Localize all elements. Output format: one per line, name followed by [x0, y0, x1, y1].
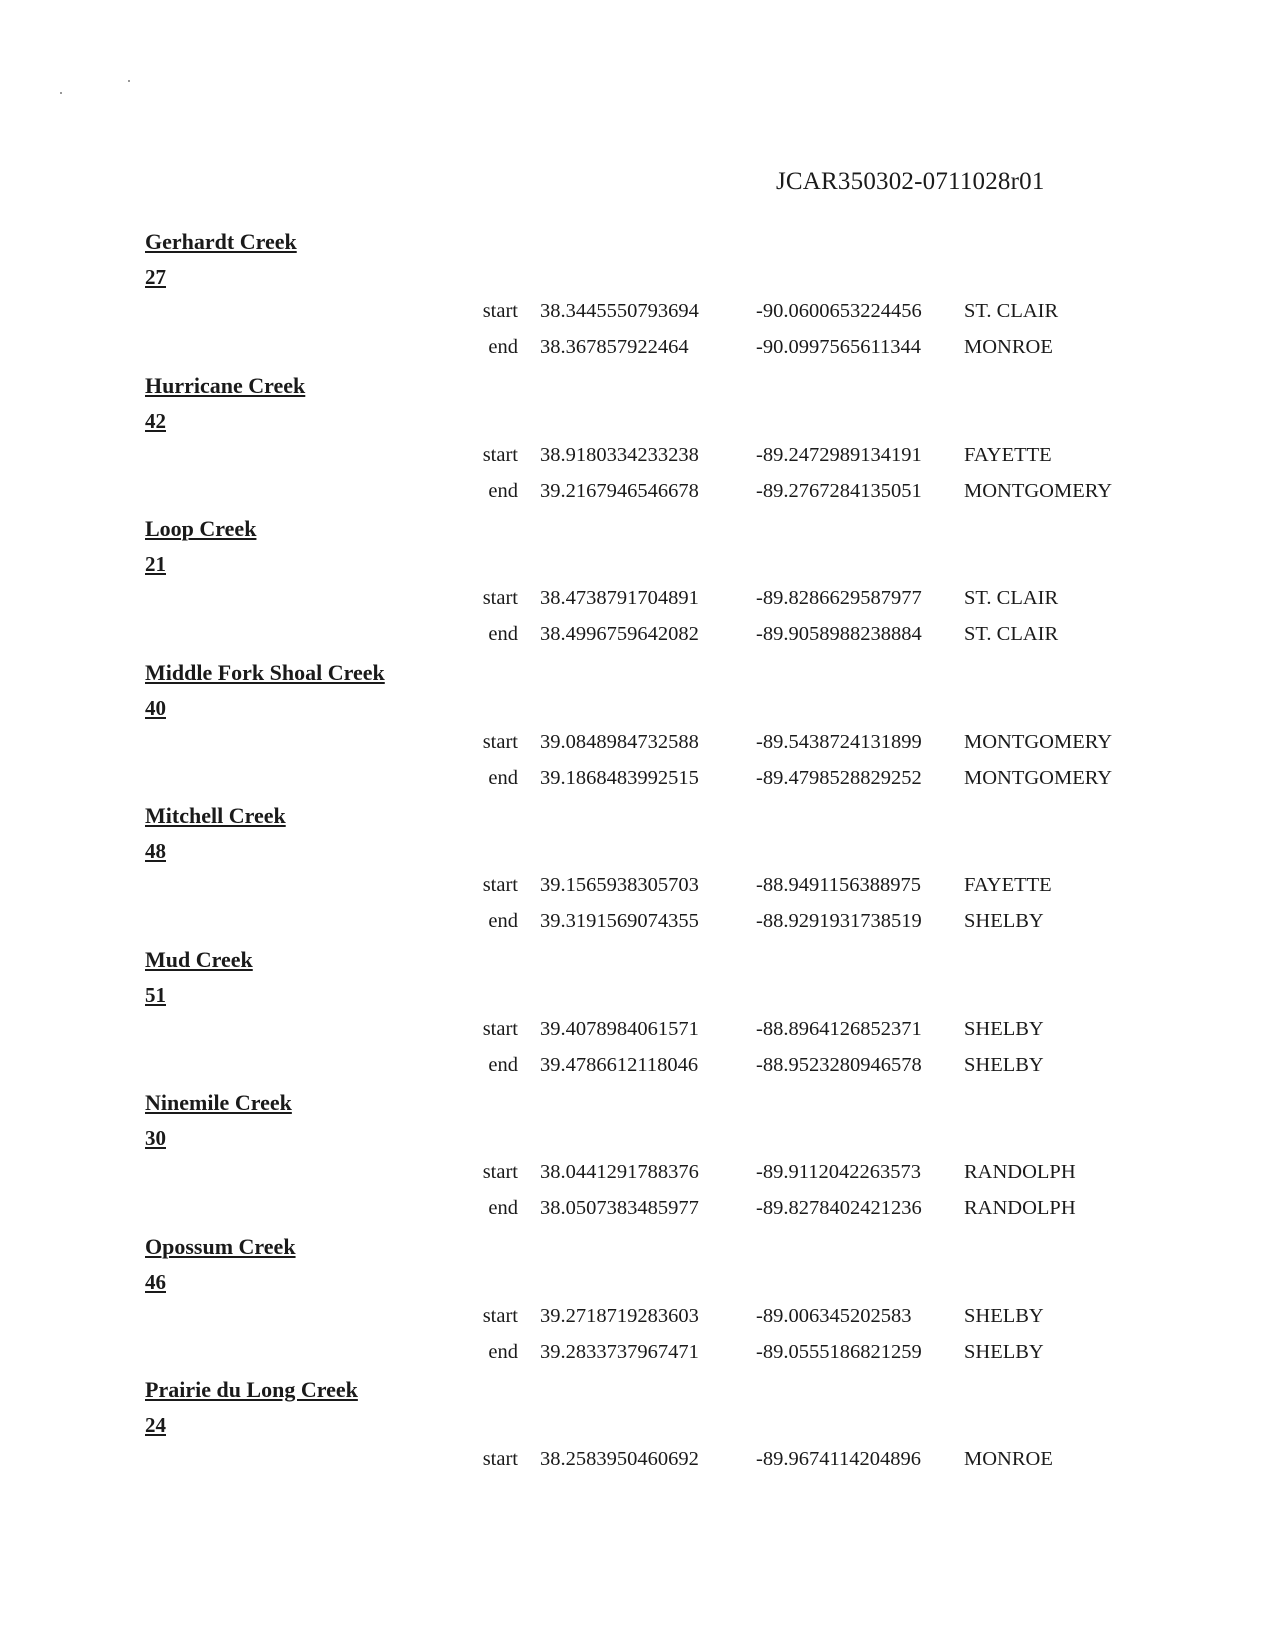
longitude: -89.5438724131899 — [756, 730, 922, 753]
point-row-start — [0, 874, 1276, 902]
longitude: -88.9523280946578 — [756, 1053, 922, 1076]
point-kind: end — [488, 479, 518, 502]
point-row-start — [0, 1305, 1276, 1333]
point-kind: end — [488, 910, 518, 932]
point-kind: start — [482, 874, 518, 896]
point-kind: start — [482, 1017, 518, 1040]
creek-entry — [0, 229, 1276, 373]
point-kind: start — [482, 730, 518, 753]
county: SHELBY — [964, 1017, 1044, 1040]
creek-entry — [0, 947, 1276, 1091]
county: FAYETTE — [964, 443, 1052, 466]
county: SHELBY — [964, 910, 1044, 932]
latitude: 39.2718719283603 — [540, 1304, 699, 1327]
longitude: -89.9674114204896 — [756, 1448, 921, 1470]
point-row-start — [0, 1018, 1276, 1046]
latitude: 39.2833737967471 — [540, 1340, 699, 1363]
point-row-start — [0, 587, 1276, 615]
point-kind: end — [488, 336, 518, 358]
latitude: 38.3445550793694 — [540, 300, 699, 322]
latitude: 38.367857922464 — [540, 336, 689, 358]
point-row-end — [0, 1341, 1276, 1369]
creek-number: 30 — [145, 1126, 166, 1150]
longitude: -89.4798528829252 — [756, 766, 922, 789]
point-kind: start — [482, 300, 518, 322]
point-kind: start — [482, 1304, 518, 1327]
latitude: 39.1868483992515 — [540, 766, 699, 789]
point-row-start — [0, 731, 1276, 759]
longitude: -88.9491156388975 — [756, 874, 921, 896]
creek-name: Loop Creek — [145, 516, 257, 541]
creek-entry — [0, 1377, 1276, 1521]
point-row-end — [0, 1054, 1276, 1082]
point-kind: start — [482, 443, 518, 466]
point-kind: end — [488, 1197, 518, 1219]
longitude: -88.8964126852371 — [756, 1017, 922, 1040]
creek-number: 46 — [145, 1269, 166, 1294]
county: MONTGOMERY — [964, 766, 1113, 789]
creek-name: Ninemile Creek — [145, 1090, 292, 1115]
creek-number: 24 — [145, 1413, 166, 1437]
latitude: 39.0848984732588 — [540, 730, 699, 753]
longitude: -89.0555186821259 — [756, 1340, 922, 1363]
longitude: -89.8286629587977 — [756, 587, 922, 609]
scan-speck — [128, 80, 130, 82]
creek-entry — [0, 373, 1276, 517]
longitude: -89.2767284135051 — [756, 479, 922, 502]
point-kind: end — [488, 1340, 518, 1363]
point-kind: end — [488, 623, 518, 645]
creek-number: 21 — [145, 552, 166, 576]
longitude: -89.9058988238884 — [756, 623, 922, 645]
longitude: -89.006345202583 — [756, 1304, 912, 1327]
point-row-start — [0, 1161, 1276, 1189]
point-kind: start — [482, 1161, 518, 1183]
creek-entry — [0, 1234, 1276, 1378]
point-row-start — [0, 300, 1276, 328]
latitude: 38.2583950460692 — [540, 1448, 699, 1470]
county: SHELBY — [964, 1304, 1044, 1327]
county: ST. CLAIR — [964, 300, 1059, 322]
county: MONTGOMERY — [964, 730, 1113, 753]
county: ST. CLAIR — [964, 623, 1059, 645]
creek-list — [0, 229, 1276, 1521]
point-row-end — [0, 480, 1276, 508]
longitude: -89.8278402421236 — [756, 1197, 922, 1219]
latitude: 39.1565938305703 — [540, 874, 699, 896]
creek-name: Middle Fork Shoal Creek — [145, 659, 385, 685]
point-kind: start — [482, 587, 518, 609]
point-kind: end — [488, 766, 518, 789]
county: MONTGOMERY — [964, 479, 1113, 502]
point-row-end — [0, 767, 1276, 795]
creek-name: Prairie du Long Creek — [145, 1377, 358, 1402]
county: FAYETTE — [964, 874, 1052, 896]
creek-name: Opossum Creek — [145, 1233, 296, 1259]
creek-number: 42 — [145, 408, 166, 433]
longitude: -88.9291931738519 — [756, 910, 922, 932]
county: RANDOLPH — [964, 1161, 1076, 1183]
point-row-end — [0, 1197, 1276, 1225]
county: MONROE — [964, 336, 1053, 358]
point-row-start — [0, 444, 1276, 472]
latitude: 39.3191569074355 — [540, 910, 699, 932]
point-row-start — [0, 1448, 1276, 1476]
creek-name: Gerhardt Creek — [145, 229, 297, 254]
county: SHELBY — [964, 1340, 1044, 1363]
creek-entry — [0, 1090, 1276, 1234]
latitude: 39.2167946546678 — [540, 479, 699, 502]
creek-number: 48 — [145, 839, 166, 863]
latitude: 38.0507383485977 — [540, 1197, 699, 1219]
latitude: 38.4738791704891 — [540, 587, 699, 609]
latitude: 39.4078984061571 — [540, 1017, 699, 1040]
longitude: -89.2472989134191 — [756, 443, 922, 466]
creek-number: 27 — [145, 265, 166, 289]
creek-number: 51 — [145, 982, 166, 1007]
longitude: -90.0600653224456 — [756, 300, 922, 322]
longitude: -90.0997565611344 — [756, 336, 921, 358]
point-kind: end — [488, 1053, 518, 1076]
point-kind: start — [482, 1448, 518, 1470]
creek-name: Mitchell Creek — [145, 803, 286, 828]
latitude: 38.0441291788376 — [540, 1161, 699, 1183]
latitude: 39.4786612118046 — [540, 1053, 699, 1076]
scan-speck — [60, 92, 62, 94]
longitude: -89.9112042263573 — [756, 1161, 921, 1183]
latitude: 38.4996759642082 — [540, 623, 699, 645]
point-row-end — [0, 623, 1276, 651]
latitude: 38.9180334233238 — [540, 443, 699, 466]
document-id: JCAR350302-0711028r01 — [776, 168, 1045, 195]
creek-entry — [0, 803, 1276, 947]
county: SHELBY — [964, 1053, 1044, 1076]
county: MONROE — [964, 1448, 1053, 1470]
county: ST. CLAIR — [964, 587, 1059, 609]
creek-name: Hurricane Creek — [145, 372, 306, 398]
creek-entry — [0, 516, 1276, 660]
creek-number: 40 — [145, 695, 166, 720]
county: RANDOLPH — [964, 1197, 1076, 1219]
creek-entry — [0, 660, 1276, 804]
point-row-end — [0, 336, 1276, 364]
point-row-end — [0, 910, 1276, 938]
creek-name: Mud Creek — [145, 946, 253, 972]
